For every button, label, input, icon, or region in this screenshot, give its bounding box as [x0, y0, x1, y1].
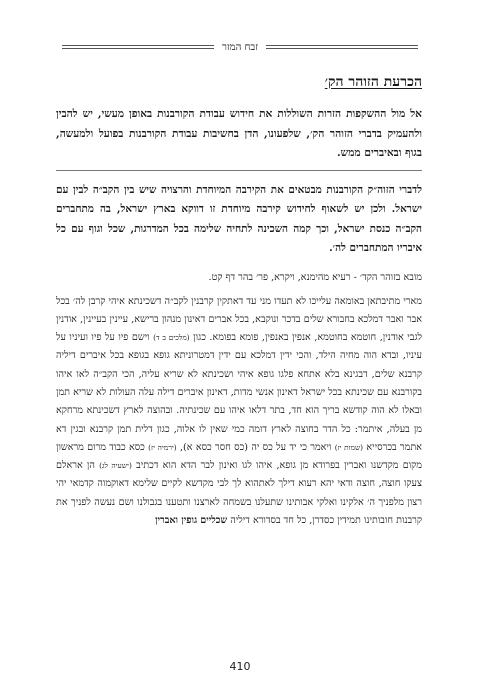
- source-citation: מובא בזוהר הקד׳ - רעיא מהימנא, ויקרא, פר׳ בהר דף קט.: [208, 271, 422, 283]
- zohar-text-5: הן אראלם צעקו חוצה, חוצה ודאי יהא רעוא דילך לאתהוא לך לבי מקדשא לקיים שלימא דאוקמוה קדמאי יהי רצון מלפניך ה׳ אלקינו ואלקי אבותינו שתעלנו בשמחה לארצנו ותטענו בגבולנו ושם נעשה לפניך את קרבנות חובותינו תמידין כסדרן, כל חד בסדורא דיליה: [56, 460, 422, 527]
- header-rule-left: [62, 45, 214, 49]
- page-content: [56, 74, 422, 530]
- verse-reference: (ירמיה יז): [148, 442, 177, 452]
- zohar-text-4: כסא כבוד מרום מראשון מקום מקדשנו ואברין בפרודא מן גופא, איהו לגו ואינון לבר הדא הוא דכתיב: [56, 441, 422, 472]
- header-rule-right: [266, 45, 418, 49]
- running-title: זבח המזר: [221, 41, 259, 53]
- zohar-quote: [56, 293, 422, 531]
- running-header: [62, 40, 418, 54]
- bold-term: שכליים: [200, 515, 228, 527]
- verse-reference: (שמות יז): [334, 442, 364, 452]
- zohar-text-3: ויאמר כי יד על כס יה (כס חסר כסא א),: [179, 441, 332, 453]
- verse-reference: (מלכים ב ד): [153, 333, 190, 343]
- bold-term: גופין ואברין: [155, 515, 198, 527]
- section-heading: הכרעת הזוהר הק׳: [324, 74, 422, 90]
- explanation-paragraph: לדברי הזוה״ק הקורבנות מבטאים את הקירבה המיוחדת והרצויה שיש בין הקב״ה לבין עם ישראל. ולכן יש לשאוף לחידוש קירבה מיוחדת זו דווקא בארץ ישראל, בה מתחברים הקב״ה כנסת ישראל, וכך קמה השכינה לתחיה שלימה בכל המדרגות, שכל וגוף עם כל איבריו המתחברים לה׳.: [56, 183, 422, 254]
- zohar-text-1: מארי מתיבתאן באומאה עלייכו לא תעדו מני עד דאתקין קרבנין לקב״ה דשכינתא איהי קרבן לה׳ בכל אבר ואבר דמלכא בחבורא שלים בדכר ונוקבא, בכל אברים דאינון מנהון ברישא, עיינין בעיינין, אודנין לגבי אודנין, חוטמא בחוטמא, אנפין באנפין, פומא בפומא. כגון: [56, 295, 422, 344]
- verse-reference: (ישעיה לג): [99, 461, 132, 471]
- intro-paragraph: אל מול ההשקפות הזרות השוללות את חידוש עבודת הקורבנות באופן מעשי, יש להבין ולהעמיק בדברי הזוהר הק׳, שלפעונו, הדן בחשיבות עבודת הקורבנות בפועל ולמעשה, בגוף ובאיברים ממש.: [56, 108, 422, 159]
- zohar-text-2: וישם פיו על פיו ועיניו על עיניו, ובדא הוה מחיה הילד, והכי ידין דמלכא עם ידין דמטרוניתא גופא בגופא בכל איברים דיליה קרבנא שלים, דבגינא בלא אתחא פלגו גופא איהי ושכינתא לא שריא עליה, הכי הקב״ה לאו איהו בקורבנא עם שכינתא בכל ישראל דאינון אנשי מדות, דאינון איברים דילה עלה העולות לא שריא תמן ובאלו לא הוה קודשא בריך הוא חד, בתר דלאו איהו עם שכינתיה. ובהוצה לארץ דשכינתא מרחקא מן בעלה, איתמר: כל הדר בחוצה לארץ דומה כמי שאין לו אלוה, כגון דלית תמן קרבנא ובגין דא אתמר בכרסייא: [56, 332, 422, 453]
- page-number: 410: [229, 660, 251, 673]
- section-divider: [56, 170, 422, 171]
